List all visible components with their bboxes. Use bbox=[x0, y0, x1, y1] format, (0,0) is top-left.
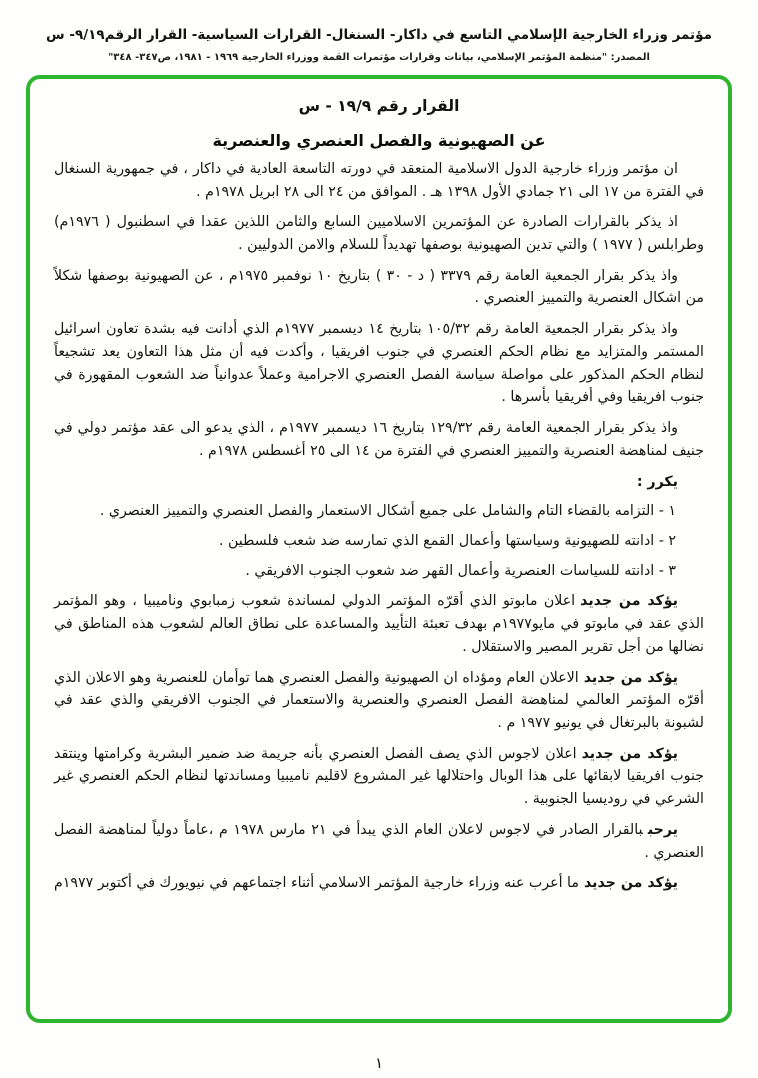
resolution-subject-title: عن الصهيونية والفصل العنصري والعنصرية bbox=[212, 130, 546, 150]
resolution-border-box bbox=[26, 75, 732, 1023]
paragraph-lead: يؤكد من جديد bbox=[583, 875, 678, 892]
paragraph-recalls-resolution-32-129 bbox=[54, 417, 704, 462]
paragraph-reaffirms-lagos-declaration bbox=[54, 743, 704, 811]
paragraph-text: اذ يذكر بالقرارات الصادرة عن المؤتمرين الاسلاميين السابع والثامن اللذين عقدا في اسطنبول ( ١٩٧٦م) وطرابلس ( ١٩٧٧ ) والتي تدين الصهيونية بوصفها تهديداً للسلام والامن الدوليين . bbox=[54, 214, 704, 254]
header-citation-line: مؤتمر وزراء الخارجية الإسلامي التاسع في داكار- السنغال- القرارات السياسية- القرار الرقم٩/١٩- س bbox=[46, 27, 712, 43]
paragraph-text: واذ يذكر بقرار الجمعية العامة رقم ١٠٥/٣٢ بتاريخ ١٤ ديسمبر ١٩٧٧م الذي أدانت فيه بشدة تعاون اسرائيل المستمر والمتزايد مع نظام الحكم العنصري في جنوب افريقيا ، وأكدت فيه أن مثل هذا التعاون يعد تشجيعاً لنظام الحكم المذكور على مواصلة سياسة الفصل العنصري الاجرامية وعملاً عدوانياً ضد الشعوب المقهورة في جنوب افريقيا وفي أفريقيا بأسرها . bbox=[54, 321, 704, 406]
paragraph-lead: يؤكد من جديد bbox=[583, 669, 678, 686]
paragraph-text: بالقرار الصادر في لاجوس لاعلان العام الذي يبدأ في ٢١ مارس ١٩٧٨ م ،عاماً دولياً لمناهضة الفصل العنصري . bbox=[54, 821, 704, 861]
paragraph-text: واذ يذكر بقرار الجمعية العامة رقم ٣٣٧٩ ( د - ٣٠ ) بتاريخ ١٠ نوفمبر ١٩٧٥م ، عن الصهيونية بوصفها شكلاً من اشكال العنصرية والتمييز العنصري . bbox=[54, 267, 704, 307]
paragraph-reaffirms-maputo bbox=[54, 590, 704, 658]
paragraph-reaffirms-lisbon-declaration bbox=[54, 667, 704, 735]
list-item-1: ١ - التزامه بالقضاء التام والشامل على جميع أشكال الاستعمار والفصل العنصري والتمييز العنصري . bbox=[99, 503, 676, 520]
paragraph-text: اعلان لاجوس الذي يصف الفصل العنصري بأنه جريمة ضد ضمير البشرية وكرامتها وينتقد جنوب افريقيا لابقائها على هذا الوبال واحتلالها غير المشروع لاقليم ناميبيا ومساندتها لنظام الحكم العنصري غير الشرعي في روديسيا الجنوبية . bbox=[54, 745, 704, 808]
repeats-heading bbox=[54, 471, 704, 494]
paragraph-reaffirms-newyork-meeting bbox=[54, 872, 704, 895]
paragraph-text: الاعلان العام ومؤداه ان الصهيونية والفصل العنصري هما توأمان للعنصرية وهو الاعلان الذي أقرّه المؤتمر العالمي لمناهضة الفصل العنصري والعنصرية والاستعمار في الجنوب الافريقي والذي عقد في لشبونة بالبرتغال في يونيو ١٩٧٧ م . bbox=[54, 669, 704, 731]
repeats-label: يكرر : bbox=[636, 473, 678, 490]
paragraph-lead: يرحب bbox=[647, 821, 678, 838]
list-item-2: ٢ - ادانته للصهيونية وسياستها وأعمال القمع الذي تمارسه ضد شعب فلسطين . bbox=[218, 532, 676, 549]
paragraph-text: اعلان مابوتو الذي أقرّه المؤتمر الدولي لمساندة شعوب زمبابوي وناميبيا ، وهو المؤتمر الذي عقد في مابوتو في مايو١٩٧٧م بهدف تعبئة التأييد والمساعدة على نطاق العالم لشعوب هذه المناطق في نضالها من أجل تقرير المصير والاستقلال . bbox=[54, 593, 704, 655]
paragraph-preamble bbox=[54, 158, 704, 203]
paragraph-recalls-conferences bbox=[54, 211, 704, 256]
page-header bbox=[26, 26, 732, 63]
paragraph-text: ما أعرب عنه وزراء خارجية المؤتمر الاسلامي أثناء اجتماعهم في نيويورك في أكتوبر ١٩٧٧م bbox=[54, 875, 579, 892]
list-item-3: ٣ - ادانته للسياسات العنصرية وأعمال القهر ضد شعوب الجنوب الافريقي . bbox=[245, 562, 676, 579]
paragraph-text: ان مؤتمر وزراء خارجية الدول الاسلامية المنعقد في دورته التاسعة العادية في داكار ، في جمهورية السنغال في الفترة من ١٧ الى ٢١ جمادي الأول ١٣٩٨ هـ . الموافق من ٢٤ الى ٢٨ ابريل ١٩٧٨م . bbox=[54, 160, 704, 200]
resolution-number-title: القرار رقم ١٩/٩ - س bbox=[298, 96, 460, 115]
header-source-line: المصدر: "منظمة المؤتمر الإسلامي، بيانات وقرارات مؤتمرات القمة ووزراء الخارجية ١٩٦٩ - ١٩٨١، ص٣٤٧- ٣٤٨" bbox=[108, 51, 650, 63]
paragraph-welcomes-lagos-decision bbox=[54, 819, 704, 864]
paragraph-lead: يؤكد من جديد bbox=[580, 593, 678, 610]
paragraph-recalls-resolution-3379 bbox=[54, 265, 704, 310]
paragraph-lead: يؤكد من جديد bbox=[581, 745, 678, 762]
paragraph-text: واذ يذكر بقرار الجمعية العامة رقم ١٢٩/٣٢ بتاريخ ١٦ ديسمبر ١٩٧٧م ، الذي يدعو الى عقد مؤتمر دولي في جنيف لمناهضة العنصرية والتمييز العنصري في الفترة من ١٤ الى ٢٥ أغسطس ١٩٧٨م . bbox=[54, 420, 704, 459]
page-number: ١ bbox=[374, 1054, 384, 1072]
numbered-list bbox=[54, 500, 704, 582]
paragraph-recalls-resolution-32-105 bbox=[54, 318, 704, 409]
